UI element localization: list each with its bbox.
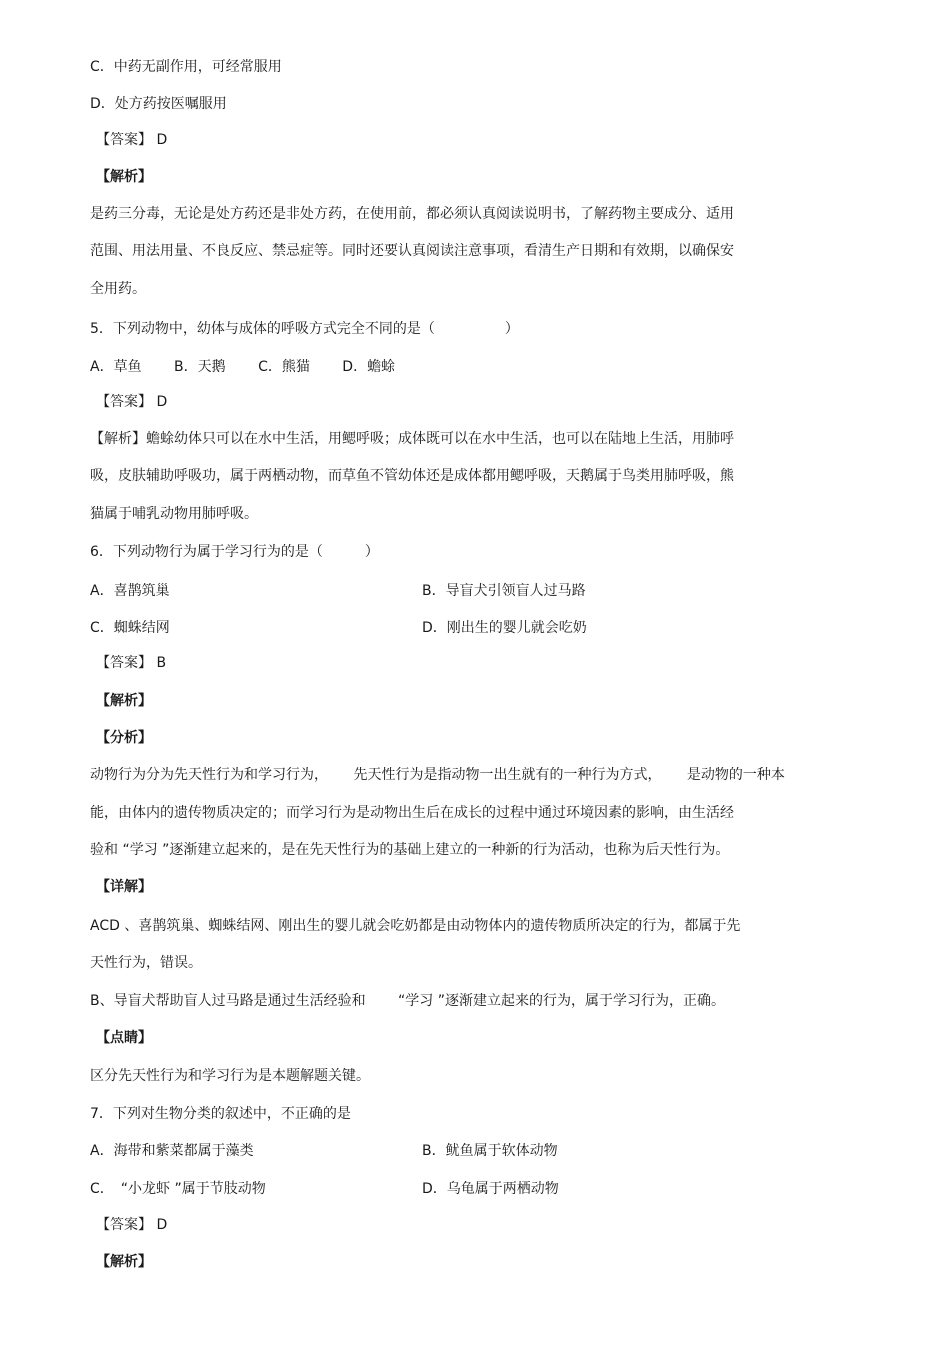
q6-stem: 6．下列动物行为属于学习行为的是（ ）	[90, 544, 379, 560]
q7-option-a: A．海带和紫菜都属于藻类	[90, 1143, 254, 1159]
q6-option-b: B．导盲犬引领盲人过马路	[422, 583, 586, 599]
q5-analysis-line: 【解析】蟾蜍幼体只可以在水中生活，用鳃呼吸；成体既可以在水中生活，也可以在陆地上生活，用肺呼	[90, 431, 734, 447]
q6-analysis-heading: 【解析】	[96, 693, 152, 709]
q5-stem: 5．下列动物中，幼体与成体的呼吸方式完全不同的是（ ）	[90, 321, 519, 337]
q6-xiangjie-line: 天性行为，错误。	[90, 955, 202, 971]
q4-analysis-line: 全用药。	[90, 281, 146, 297]
q6-option-d: D．刚出生的婴儿就会吃奶	[422, 620, 587, 636]
q6-xiangjie-heading: 【详解】	[96, 879, 152, 895]
q6-answer: 【答案】 B	[96, 655, 167, 671]
q6-fenxi-line: 动物行为分为先天性行为和学习行为， 先天性行为是指动物一出生就有的一种行为方式， 是动物的一种本	[90, 767, 785, 783]
q5-analysis-line: 吸，皮肤辅助呼吸功，属于两栖动物，而草鱼不管幼体还是成体都用鳃呼吸，天鹅属于鸟类用肺呼吸，熊	[90, 468, 734, 484]
q4-analysis-line: 范围、用法用量、不良反应、禁忌症等。同时还要认真阅读注意事项，看清生产日期和有效期，以确保安	[90, 243, 734, 259]
q5-options: A．草鱼 B．天鹅 C．熊猫 D．蟾蜍	[90, 359, 396, 375]
q7-option-b: B．鱿鱼属于软体动物	[422, 1143, 558, 1159]
q6-xiangjie-line: B、导盲犬帮助盲人过马路是通过生活经验和 “学习 ”逐渐建立起来的行为，属于学习行为，正确。	[90, 993, 726, 1009]
q6-dianjing-heading: 【点睛】	[96, 1030, 152, 1046]
q4-analysis-line: 是药三分毒，无论是处方药还是非处方药，在使用前，都必须认真阅读说明书，了解药物主要成分、适用	[90, 206, 734, 222]
q6-dianjing-line: 区分先天性行为和学习行为是本题解题关键。	[90, 1068, 370, 1084]
q7-stem: 7．下列对生物分类的叙述中，不正确的是	[90, 1106, 351, 1122]
q5-answer: 【答案】 D	[96, 394, 168, 410]
q6-option-c: C．蜘蛛结网	[90, 620, 170, 636]
q4-option-c: C．中药无副作用，可经常服用	[90, 59, 282, 75]
q7-answer: 【答案】 D	[96, 1217, 168, 1233]
q4-analysis-heading: 【解析】	[96, 169, 152, 185]
q6-fenxi-line: 能，由体内的遗传物质决定的；而学习行为是动物出生后在成长的过程中通过环境因素的影响，由生活经	[90, 805, 734, 821]
q7-analysis-heading: 【解析】	[96, 1254, 152, 1270]
q7-option-c: C． “小龙虾 ”属于节肢动物	[90, 1181, 266, 1197]
q4-answer: 【答案】 D	[96, 132, 168, 148]
q6-fenxi-heading: 【分析】	[96, 730, 152, 746]
q4-option-d: D．处方药按医嘱服用	[90, 96, 227, 112]
q6-fenxi-line: 验和 “学习 ”逐渐建立起来的，是在先天性行为的基础上建立的一种新的行为活动，也称为后天性行为。	[90, 842, 730, 858]
q5-analysis-line: 猫属于哺乳动物用肺呼吸。	[90, 506, 258, 522]
q6-option-a: A．喜鹊筑巢	[90, 583, 170, 599]
q7-option-d: D．乌龟属于两栖动物	[422, 1181, 559, 1197]
q6-xiangjie-line: ACD 、喜鹊筑巢、蜘蛛结网、刚出生的婴儿就会吃奶都是由动物体内的遗传物质所决定的行为，都属于先	[90, 918, 741, 934]
